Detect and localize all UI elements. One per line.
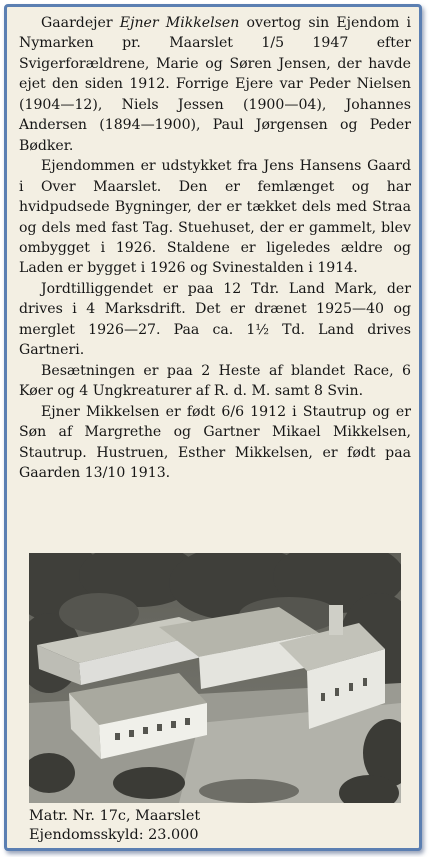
owner-title: Gaardejer	[41, 15, 120, 31]
farm-photo-illustration	[29, 553, 401, 803]
article-text	[19, 13, 411, 483]
paragraph-buildings: Ejendommen er udstykket fra Jens Hansens Gaard i Over Maarslet. Den er femlænget og har hvidpudsede Bygninger, der er tækket dels med Straa og dels med fast Tag. Stuehuset, der er gammelt, blev ombygget i 1926. Staldene er ligeledes ældre og Laden er bygget i 1926 og Svinestalden i 1914.	[19, 158, 411, 277]
owner-name: Ejner Mikkelsen	[119, 15, 240, 31]
farm-aerial-photo	[29, 553, 401, 803]
paragraph-ownership	[19, 13, 411, 156]
article-frame	[4, 4, 422, 851]
ownership-history: overtog sin Ejendom i Nymarken pr. Maarslet 1/5 1947 efter Svigerforældrene, Marie og Søren Jensen, der havde ejet den siden 1912. Forrige Ejere var Peder Nielsen (1904—12), Niels Jessen (1900—04), Johannes Andersen (1894—1900), Paul Jørgensen og Peder Bødker.	[19, 15, 412, 154]
photo-caption	[29, 807, 200, 845]
paragraph-livestock: Besætningen er paa 2 Heste af blandet Race, 6 Køer og 4 Ungkreaturer af R. d. M. samt 8 Svin.	[19, 362, 411, 400]
cadastral-number: Matr. Nr. 17c, Maarslet	[29, 808, 201, 824]
paragraph-biography: Ejner Mikkelsen er født 6/6 1912 i Stautrup og er Søn af Margrethe og Gartner Mikael Mikkelsen, Stautrup. Hustruen, Esther Mikkelsen, er født paa Gaarden 13/10 1913.	[19, 403, 411, 481]
paragraph-land: Jordtilliggendet er paa 12 Tdr. Land Mark, der drives i 4 Marksdrift. Det er drænet 1925—40 og merglet 1926—27. Paa ca. 1½ Td. Land drives Gartneri.	[19, 280, 411, 359]
property-valuation: Ejendomsskyld: 23.000	[29, 827, 199, 843]
